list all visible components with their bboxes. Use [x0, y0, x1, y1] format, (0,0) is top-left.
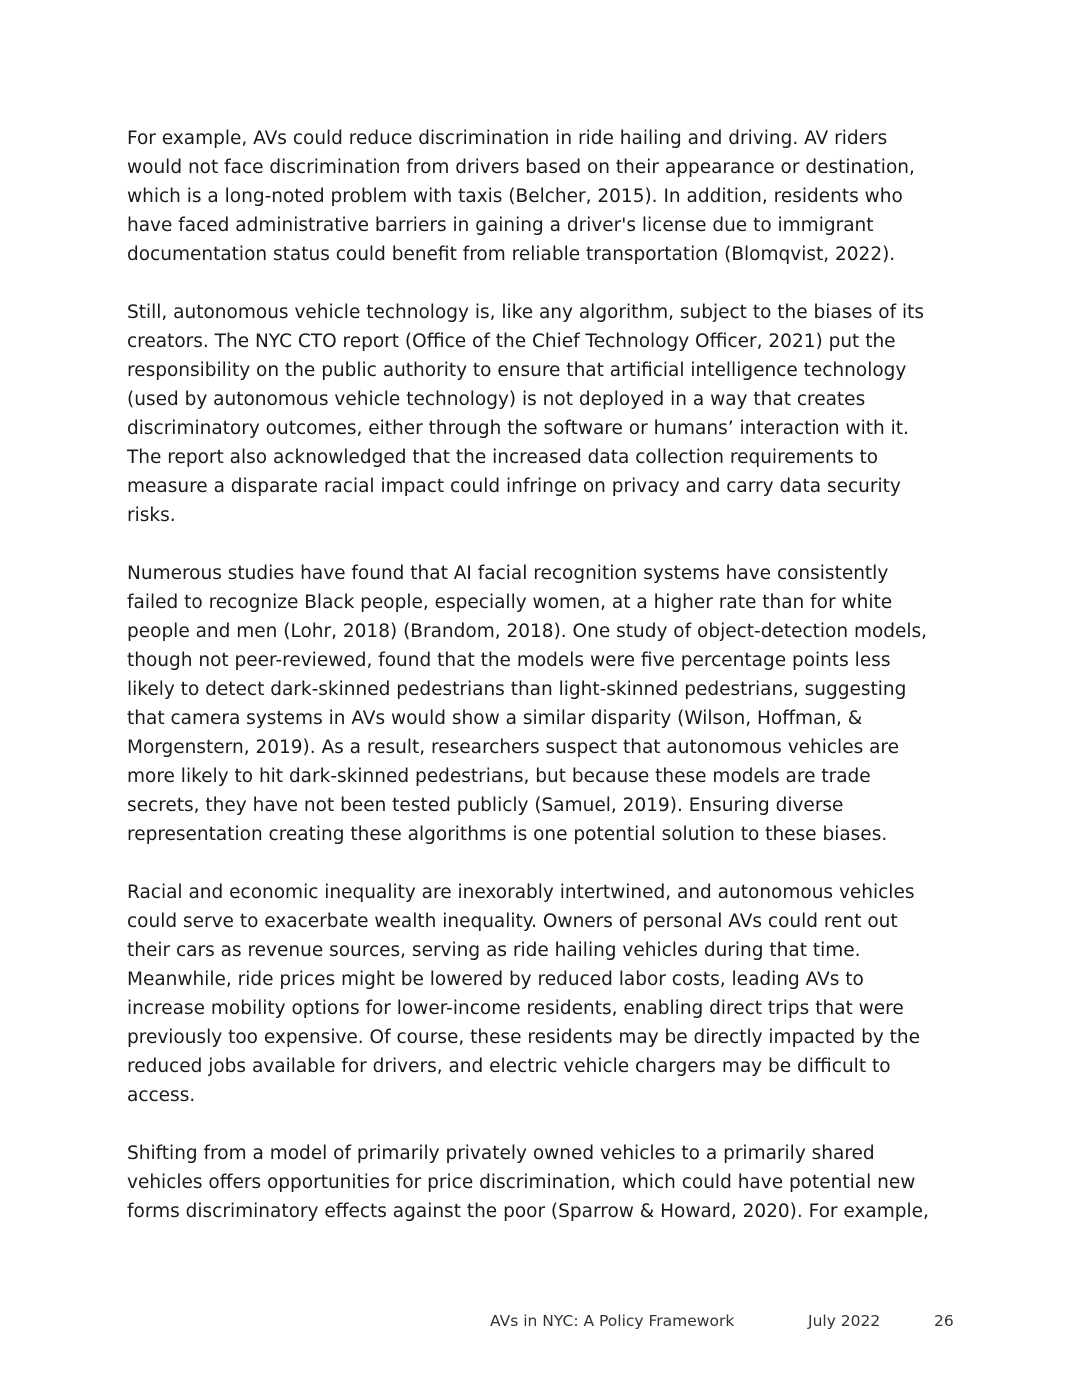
text-line: Still, autonomous vehicle technology is, like any algorithm, subject to the biases of its: [127, 302, 925, 323]
footer-date: July 2022: [808, 1312, 881, 1330]
text-line: Shifting from a model of primarily privately owned vehicles to a primarily shared: [127, 1143, 875, 1164]
text-line: vehicles offers opportunities for price discrimination, which could have potential new: [127, 1172, 916, 1193]
text-line: creators. The NYC CTO report (Office of the Chief Technology Officer, 2021) put the: [127, 331, 896, 352]
text-line: responsibility on the public authority to ensure that artificial intelligence technology: [127, 360, 907, 381]
text-line: representation creating these algorithms is one potential solution to these biases.: [127, 824, 888, 845]
text-line: Meanwhile, ride prices might be lowered by reduced labor costs, leading AVs to: [127, 969, 864, 990]
text-line: measure a disparate racial impact could infringe on privacy and carry data security: [127, 476, 901, 497]
text-line: access.: [127, 1085, 196, 1106]
text-line: likely to detect dark-skinned pedestrians than light-skinned pedestrians, suggesting: [127, 679, 907, 700]
text-line: have faced administrative barriers in gaining a driver's license due to immigrant: [127, 215, 874, 236]
text-line: their cars as revenue sources, serving as ride hailing vehicles during that time.: [127, 940, 861, 961]
paragraph: [127, 298, 957, 530]
footer-title: AVs in NYC: A Policy Framework: [490, 1312, 735, 1330]
text-line: failed to recognize Black people, especially women, at a higher rate than for white: [127, 592, 893, 613]
text-line: risks.: [127, 505, 176, 526]
text-line: documentation status could benefit from reliable transportation (Blomqvist, 2022).: [127, 244, 896, 265]
text-line: could serve to exacerbate wealth inequality. Owners of personal AVs could rent out: [127, 911, 898, 932]
text-line: previously too expensive. Of course, these residents may be directly impacted by the: [127, 1027, 921, 1048]
page-number: 26: [934, 1312, 954, 1330]
text-line: The report also acknowledged that the increased data collection requirements to: [127, 447, 879, 468]
text-line: though not peer-reviewed, found that the models were five percentage points less: [127, 650, 891, 671]
text-line: people and men (Lohr, 2018) (Brandom, 2018). One study of object-detection models,: [127, 621, 928, 642]
text-line: that camera systems in AVs would show a similar disparity (Wilson, Hoffman, &: [127, 708, 863, 729]
text-line: Racial and economic inequality are inexorably intertwined, and autonomous vehicles: [127, 882, 915, 903]
text-line: which is a long-noted problem with taxis (Belcher, 2015). In addition, residents who: [127, 186, 903, 207]
paragraph: [127, 559, 957, 849]
text-line: reduced jobs available for drivers, and electric vehicle chargers may be difficult to: [127, 1056, 891, 1077]
text-line: secrets, they have not been tested publicly (Samuel, 2019). Ensuring diverse: [127, 795, 844, 816]
body-text: [127, 124, 957, 1255]
text-line: more likely to hit dark-skinned pedestrians, but because these models are trade: [127, 766, 871, 787]
text-line: (used by autonomous vehicle technology) is not deployed in a way that creates: [127, 389, 866, 410]
text-line: increase mobility options for lower-income residents, enabling direct trips that were: [127, 998, 904, 1019]
text-line: would not face discrimination from drivers based on their appearance or destination,: [127, 157, 915, 178]
text-line: forms discriminatory effects against the poor (Sparrow & Howard, 2020). For example,: [127, 1201, 929, 1222]
paragraph: [127, 124, 957, 269]
text-line: Morgenstern, 2019). As a result, researchers suspect that autonomous vehicles are: [127, 737, 900, 758]
text-line: discriminatory outcomes, either through the software or humans’ interaction with it.: [127, 418, 909, 439]
paragraph: [127, 1139, 957, 1226]
paragraph: [127, 878, 957, 1110]
text-line: Numerous studies have found that AI facial recognition systems have consistently: [127, 563, 889, 584]
text-line: For example, AVs could reduce discrimination in ride hailing and driving. AV riders: [127, 128, 888, 149]
